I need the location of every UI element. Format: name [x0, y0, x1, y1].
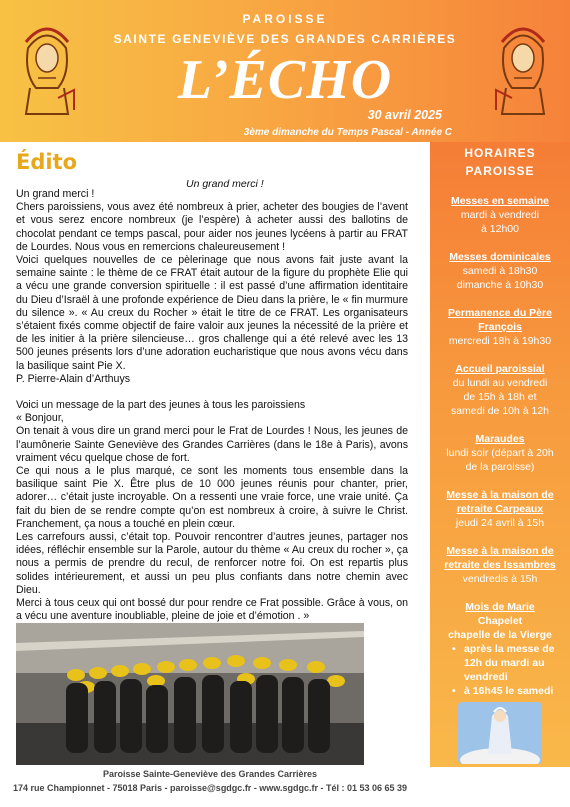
header-banner — [0, 0, 570, 142]
sidebar-title: HORAIRES PAROISSE — [464, 146, 536, 178]
parish-schedule-sidebar — [430, 142, 570, 767]
schedule-maraudes: Maraudes lundi soir (départ à 20h de la paroisse) — [430, 432, 570, 474]
schedule-accueil: Accueil paroissial du lundi au vendredi de 15h à 18h et samedi de 10h à 12h — [430, 362, 570, 418]
schedule-sunday-masses: Messes dominicales samedi à 18h30 dimanche à 10h30 — [430, 250, 570, 292]
edito-section — [16, 150, 408, 623]
paragraph: On tenait à vous dire un grand merci pour le Frat de Lourdes ! Nous, les jeunes de l’aumônerie Sainte Geneviève des Grandes Carrières (dans le 18e à Paris), avons vraiment vécu quelque chose de fort. — [16, 425, 408, 464]
edito-subtitle: Un grand merci ! — [186, 178, 264, 190]
virgin-mary-image — [458, 702, 542, 764]
schedule-label: Messes en semaine — [450, 195, 550, 207]
signature-author: P. Pierre-Alain d’Arthuys — [16, 372, 131, 385]
paragraph: Merci à tous ceux qui ont bossé dur pour rendre ce Frat possible. Grâce à vous, on a vécu une aventure inoubliable, pleine de joie et d’émotion . » — [16, 597, 408, 623]
paragraph: Chers paroissiens, vous avez été nombreux à prier, acheter des bougies de l’avent et vous serez encore nombreux (je l’espère) à acheter aussi des ballotins de chocolat pendant ce temps pascal, pour aider nos jeunes lycéens à partir au FRAT de Lourdes. Nous vous en remercions chaleureusement ! — [16, 201, 408, 253]
schedule-label: Maraudes — [475, 433, 525, 445]
newsletter-title: L’ÉCHO — [177, 49, 393, 111]
schedule-label: Messe à la maison de retraite Carpeaux — [446, 489, 554, 515]
schedule-label: Messes dominicales — [449, 251, 551, 263]
schedule-label: Accueil paroissial — [455, 363, 545, 375]
paragraph: Voici un message de la part des jeunes à tous les paroissiens — [16, 399, 306, 412]
liturgical-sunday: 3ème dimanche du Temps Pascal - Année C — [243, 127, 452, 138]
list-item: • à 16h45 le samedi — [452, 684, 570, 698]
paragraph: Les carrefours aussi, c’était top. Pouvoir rencontrer d’autres jeunes, partager nos idées, réfléchir ensemble sur la Parole, autour du thème « Au creux du rocher », ça nous a permis de prendre du recul, de renforcer notre foi. On est repartis plus solides intérieurement, et aussi un peu plus confiants dans notre chemin avec Dieu. — [16, 531, 408, 596]
schedule-mois-de-marie: Mois de Marie Chapelet chapelle de la Vierge — [430, 600, 570, 642]
edito-heading: Édito — [16, 150, 78, 174]
marie-times-list — [430, 642, 570, 698]
schedule-weekday-masses: Messes en semaine mardi à vendredi à 12h00 — [430, 194, 570, 236]
footer-parish-name: Paroisse Sainte-Geneviève des Grandes Carrières — [102, 769, 318, 779]
schedule-issambres: Messe à la maison de retraite des Issambres vendredis à 15h — [430, 544, 570, 586]
parish-label: PAROISSE — [242, 12, 328, 26]
paragraph: Voici quelques nouvelles de ce pèlerinage que nous avons fait juste avant la semaine sainte : le thème de ce FRAT était autour de la figure du prophète Elie qui a vécu une grande conversion spirituelle : il est passé d’une affirmation identitaire du Dieu d’Israël à une profonde expérience de Dieu dans la prière, le « fin murmure du silence ». « Au creux du Rocher » était le titre de ce FRAT. Les organisateurs s’étaient fixés comme objectif de faire valoir aux jeunes la nécessité de la prière et de les initier à la prière silencieuse… gros challenge qui a été relevé avec les 13 500 jeunes présents lors d’une adoration eucharistique que nous avons vécu dans la basilique saint Pie X. — [16, 254, 408, 372]
parish-name: SAINTE GENEVIÈVE DES GRANDES CARRIÈRES — [113, 32, 457, 46]
schedule-label: Permanence du Père François — [448, 307, 552, 333]
edito-body — [16, 188, 408, 650]
paragraph: « Bonjour, — [16, 412, 64, 425]
issue-date: 30 avril 2025 — [367, 108, 442, 122]
footer — [0, 767, 420, 795]
paragraph: Ce qui nous a le plus marqué, ce sont les moments tous ensemble dans la basilique saint Pie X. Être plus de 10 000 jeunes réunis pour chanter, prier, adorer… c’était juste incroyable. On a ressenti une vraie force, une vraie unité. Ça fait du bien de se rendre compte qu’on est nombreux à croire, à suivre le Christ. Franchement, ça nous a touché en plein cœur. — [16, 465, 408, 530]
schedule-carpeaux: Messe à la maison de retraite Carpeaux jeudi 24 avril à 15h — [430, 488, 570, 530]
schedule-permanence: Permanence du Père François mercredi 18h à 19h30 — [430, 306, 570, 348]
list-item: • après la messe de 12h du mardi au vendredi — [452, 642, 570, 684]
schedule-label: Messe à la maison de retraite des Issambres — [444, 545, 556, 571]
footer-contact: 174 rue Championnet - 75018 Paris - paroisse@sgdgc.fr - www.sgdgc.fr - Tél : 01 53 06 65 39 — [12, 783, 408, 793]
group-photo — [16, 623, 364, 765]
paragraph: Un grand merci ! — [16, 188, 95, 200]
schedule-label: Mois de Marie — [465, 601, 535, 613]
